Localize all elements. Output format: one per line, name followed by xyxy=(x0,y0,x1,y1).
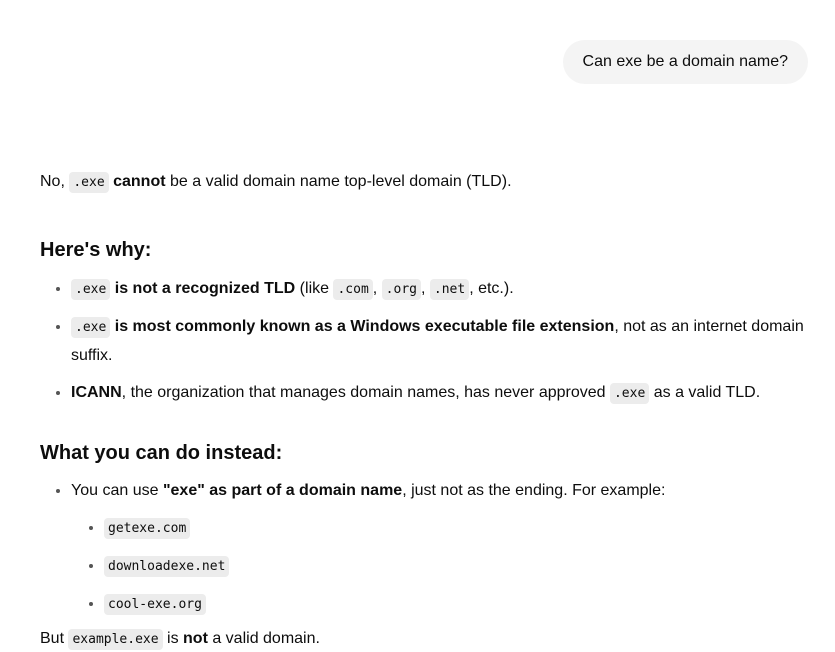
inline-code: getexe.com xyxy=(104,518,190,539)
examples-list xyxy=(71,513,810,619)
inline-code: .exe xyxy=(69,172,108,193)
final-prefix: But xyxy=(40,630,69,647)
why-heading: Here's why: xyxy=(40,239,152,261)
why-item-text: (like xyxy=(295,280,334,297)
inline-code: downloadexe.net xyxy=(104,556,229,577)
why-item-3 xyxy=(71,378,810,408)
instead-bold: "exe" as part of a domain name xyxy=(162,482,403,499)
why-item-2 xyxy=(71,312,810,370)
example-item xyxy=(104,589,810,619)
inline-code: cool-exe.org xyxy=(104,594,206,615)
inline-code: .exe xyxy=(71,317,110,338)
why-item-tail: , etc.). xyxy=(469,280,514,297)
instead-item xyxy=(71,476,810,619)
intro-paragraph xyxy=(40,170,810,195)
why-item-bold: is most commonly known as a Windows executable file extension xyxy=(114,318,615,335)
intro-prefix: No, xyxy=(40,173,70,190)
inline-code: .net xyxy=(430,279,469,300)
why-item-1 xyxy=(71,274,810,304)
final-middle: is xyxy=(162,630,184,647)
inline-code: .com xyxy=(333,279,372,300)
separator: , xyxy=(420,280,430,297)
inline-code: .org xyxy=(382,279,421,300)
inline-code: .exe xyxy=(71,279,110,300)
instead-tail: , just not as the ending. For example: xyxy=(402,482,666,499)
instead-heading: What you can do instead: xyxy=(40,442,283,464)
instead-prefix: You can use xyxy=(71,482,163,499)
why-item-text: , the organization that manages domain names, has never approved xyxy=(121,384,610,401)
final-paragraph xyxy=(40,627,810,652)
why-item-tail: as a valid TLD. xyxy=(649,384,761,401)
example-item xyxy=(104,551,810,581)
intro-bold: cannot xyxy=(113,173,166,190)
why-item-bold: is not a recognized TLD xyxy=(114,280,296,297)
assistant-answer xyxy=(40,170,810,652)
user-message-bubble: Can exe be a domain name? xyxy=(563,40,808,84)
inline-code: example.exe xyxy=(68,629,162,650)
intro-suffix: be a valid domain name top-level domain (TLD). xyxy=(165,173,512,190)
inline-code: .exe xyxy=(610,383,649,404)
final-bold: not xyxy=(183,630,208,647)
instead-list xyxy=(40,476,810,619)
separator: , xyxy=(372,280,382,297)
why-list xyxy=(40,274,810,408)
why-item-tail: , not as an internet domain suffix. xyxy=(71,318,804,364)
why-item-bold: ICANN xyxy=(71,384,122,401)
user-message-row xyxy=(563,40,808,84)
example-item xyxy=(104,513,810,543)
final-tail: a valid domain. xyxy=(207,630,320,647)
